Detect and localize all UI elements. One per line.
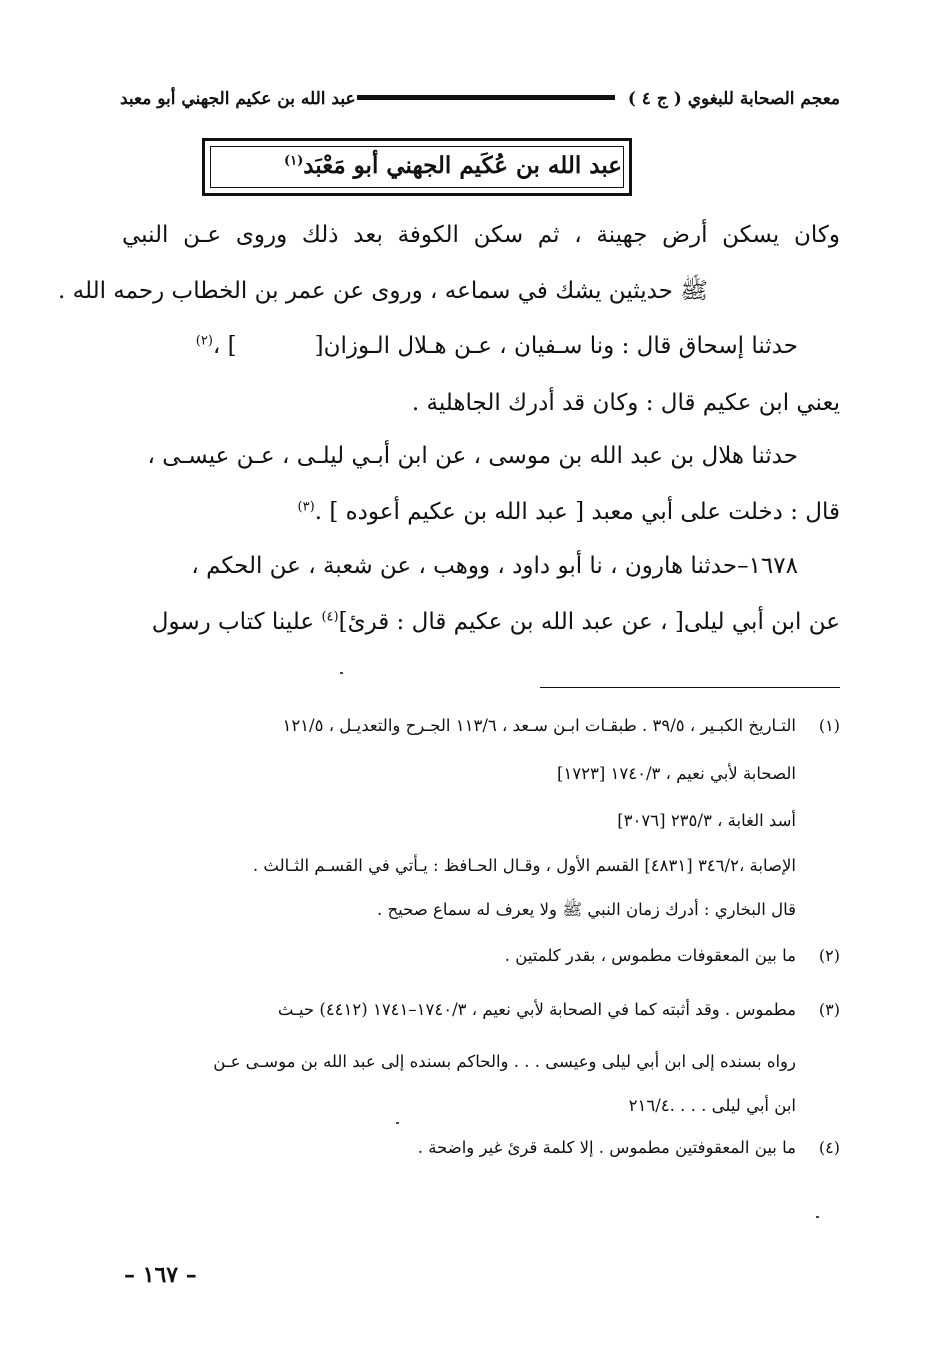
open-bracket: [	[314, 333, 324, 359]
footnote-mark: (١)	[818, 716, 840, 735]
scan-speck	[816, 1216, 819, 1218]
running-header-entry: عبد الله بن عكيم الجهني أبو معبد	[120, 89, 356, 109]
footnote-ref: (٣)	[297, 499, 315, 515]
scan-speck	[396, 1122, 399, 1124]
footnote-line: أسد الغابة ، ٢٣٥/٣ [٣٠٧٦]	[617, 811, 796, 830]
open-bracket: [	[674, 609, 684, 635]
body-line: وكان يسكن أرض جهينة ، ثم سكن الكوفة بعد ذلك وروى عـن النبي	[122, 222, 840, 248]
body-line	[298, 499, 840, 525]
footnote-mark: (٤)	[818, 1138, 840, 1157]
footnote-mark: (٣)	[818, 1000, 840, 1019]
footnote-line: الصحابة لأبي نعيم ، ١٧٤٠/٣ [١٧٢٣]	[556, 764, 796, 783]
body-text: عن ابن أبي ليلى	[683, 609, 840, 635]
footnote-line: التـاريخ الكبـير ، ٣٩/٥ . طبقـات ابـن سـعد ، ١١٣/٦ الجـرح والتعديـل ، ١٢١/٥	[282, 716, 796, 735]
footnote-line: قال البخاري : أدرك زمان النبي ﷺ ولا يعرف له سماع صحيح .	[376, 900, 796, 919]
footnote-line: ابن أبي ليلى . . . .٢١٦/٤	[628, 1096, 796, 1115]
entry-title-text: عبد الله بن عُكَيم الجهني أبو مَعْبَد	[303, 152, 622, 179]
footnote-ref: (٤)	[321, 609, 339, 625]
footnote-line: الإصابة ،٣٤٦/٢ [٤٨٣١] القسم الأول ، وقـال الحـافظ : يـأتي في القسـم الثـالث .	[252, 856, 796, 875]
body-text: ،	[212, 333, 221, 359]
body-line	[196, 333, 798, 359]
close-bracket: ]	[227, 333, 237, 359]
close-bracket: ]	[338, 609, 348, 635]
title-footnote-ref: (١)	[283, 153, 304, 169]
entry-title	[284, 152, 622, 179]
open-bracket: [	[575, 499, 585, 525]
body-text: حدثنا إسحاق قال : ونا سـفيان ، عـن هـلال الـوزان	[323, 333, 798, 359]
footnote-separator	[540, 687, 840, 688]
body-line: ﷺ حديثين يشك في سماعه ، وروى عن عمر بن الخطاب رحمه الله .	[58, 278, 708, 304]
header-rule	[357, 95, 615, 100]
body-text: .	[314, 499, 322, 525]
body-text: علينا كتاب رسول	[151, 609, 315, 635]
footnote-line: مطموس . وقد أثبته كما في الصحابة لأبي نعيم ، ١٧٤٠/٣–١٧٤١ (٤٤١٢) حيـث	[277, 1000, 796, 1019]
scan-speck	[340, 672, 343, 674]
footnote-ref: (٢)	[195, 333, 213, 349]
page-number: – ١٦٧ –	[124, 1262, 197, 1288]
body-line: يعني ابن عكيم قال : وكان قد أدرك الجاهلية .	[411, 390, 840, 416]
footnote-line: ما بين المعقوفتين مطموس . إلا كلمة قرئ غير واضحة .	[417, 1138, 796, 1157]
body-line	[152, 609, 840, 635]
running-header-book: معجم الصحابة للبغوي ( ج ٤ )	[627, 89, 840, 109]
footnote-line: رواه بسنده إلى ابن أبي ليلى وعيسى . . . والحاكم بسنده إلى عبد الله بن موسـى عـن	[213, 1052, 796, 1071]
body-line: حدثنا هلال بن عبد الله بن موسى ، عن ابن أبـي ليلـى ، عـن عيسـى ،	[147, 443, 798, 469]
body-text: ، عن عبد الله بن عكيم قال : قرئ	[347, 609, 668, 635]
close-bracket: ]	[329, 499, 339, 525]
footnote-mark: (٢)	[818, 946, 840, 965]
body-line: ١٦٧٨–حدثنا هارون ، نا أبو داود ، ووهب ، عن شعبة ، عن الحكم ،	[191, 553, 798, 579]
body-text: عبد الله بن عكيم أعوده	[345, 499, 568, 525]
body-text: قال : دخلت على أبي معبد	[591, 499, 840, 525]
footnote-line: ما بين المعقوفات مطموس ، بقدر كلمتين .	[504, 946, 796, 965]
